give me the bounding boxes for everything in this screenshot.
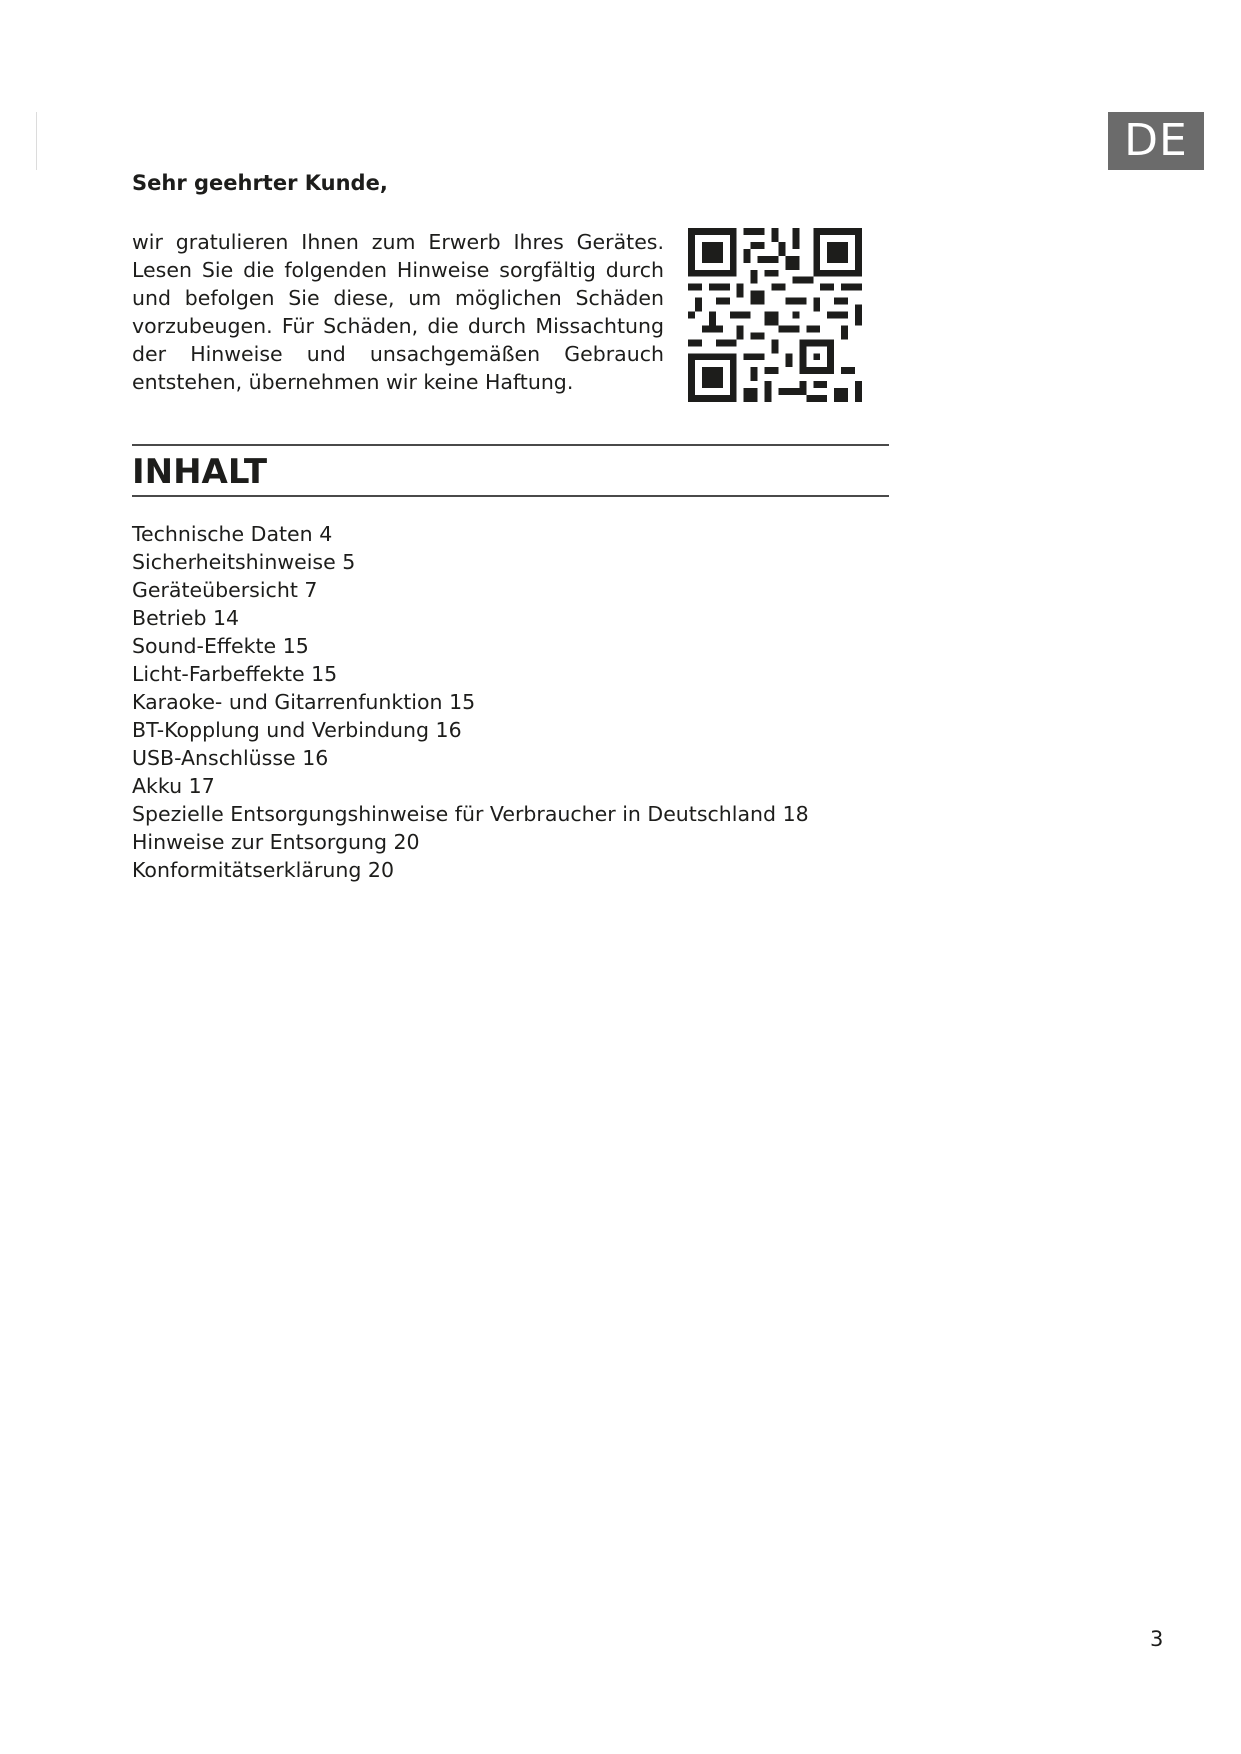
toc-item[interactable]	[132, 660, 809, 688]
toc-item-page: 20	[367, 858, 394, 882]
toc-item[interactable]	[132, 800, 809, 828]
toc-item[interactable]	[132, 632, 809, 660]
section-rule-bottom	[132, 495, 889, 497]
toc-item-page: 5	[342, 550, 356, 574]
qr-code-icon[interactable]	[688, 228, 862, 402]
toc-item[interactable]	[132, 548, 809, 576]
margin-rule	[36, 112, 37, 170]
language-tab: DE	[1108, 112, 1204, 170]
toc-item-page: 18	[782, 802, 809, 826]
toc-item-page: 16	[435, 718, 462, 742]
toc-item-label: Spezielle Entsorgungshinweise für Verbraucher in Deutschland	[132, 802, 777, 826]
toc-item[interactable]	[132, 856, 809, 884]
section-rule-top	[132, 444, 889, 446]
toc-item-label: Sound-Effekte	[132, 634, 277, 658]
toc-item-page: 15	[311, 662, 338, 686]
toc-item[interactable]	[132, 604, 809, 632]
toc-item[interactable]	[132, 828, 809, 856]
toc-item[interactable]	[132, 576, 809, 604]
toc-item-label: BT-Kopplung und Verbindung	[132, 718, 429, 742]
toc-item-label: Konformitätserklärung	[132, 858, 362, 882]
toc-item[interactable]	[132, 772, 809, 800]
toc-item[interactable]	[132, 716, 809, 744]
toc-item-label: Akku	[132, 774, 183, 798]
toc-item-page: 7	[304, 578, 318, 602]
toc-item-page: 14	[213, 606, 240, 630]
toc-item[interactable]	[132, 520, 809, 548]
greeting: Sehr geehrter Kunde,	[132, 171, 388, 195]
toc-item[interactable]	[132, 744, 809, 772]
toc-item-label: Sicherheitshinweise	[132, 550, 336, 574]
page-number: 3	[1150, 1627, 1164, 1651]
toc-item-page: 15	[449, 690, 476, 714]
toc-item-page: 4	[319, 522, 333, 546]
toc-item-page: 16	[302, 746, 329, 770]
toc-item-page: 17	[188, 774, 215, 798]
toc-item-label: Technische Daten	[132, 522, 313, 546]
toc-item-label: USB-Anschlüsse	[132, 746, 296, 770]
table-of-contents	[132, 520, 809, 884]
toc-item-label: Hinweise zur Entsorgung	[132, 830, 387, 854]
toc-item-label: Karaoke- und Gitarrenfunktion	[132, 690, 443, 714]
toc-item-page: 20	[393, 830, 420, 854]
toc-item-label: Betrieb	[132, 606, 207, 630]
toc-title: INHALT	[132, 452, 268, 492]
toc-item-label: Licht-Farbeffekte	[132, 662, 305, 686]
toc-item[interactable]	[132, 688, 809, 716]
toc-item-label: Geräteübersicht	[132, 578, 298, 602]
toc-item-page: 15	[282, 634, 309, 658]
intro-paragraph: wir gratulieren Ihnen zum Erwerb Ihres Gerätes. Lesen Sie die folgenden Hinweise sorgfältig durch und befolgen Sie diese, um möglichen Schäden vorzubeugen. Für Schäden, die durch Missachtung der Hinweise und unsachgemäßen Gebrauch entstehen, übernehmen wir keine Haftung.	[132, 230, 664, 394]
